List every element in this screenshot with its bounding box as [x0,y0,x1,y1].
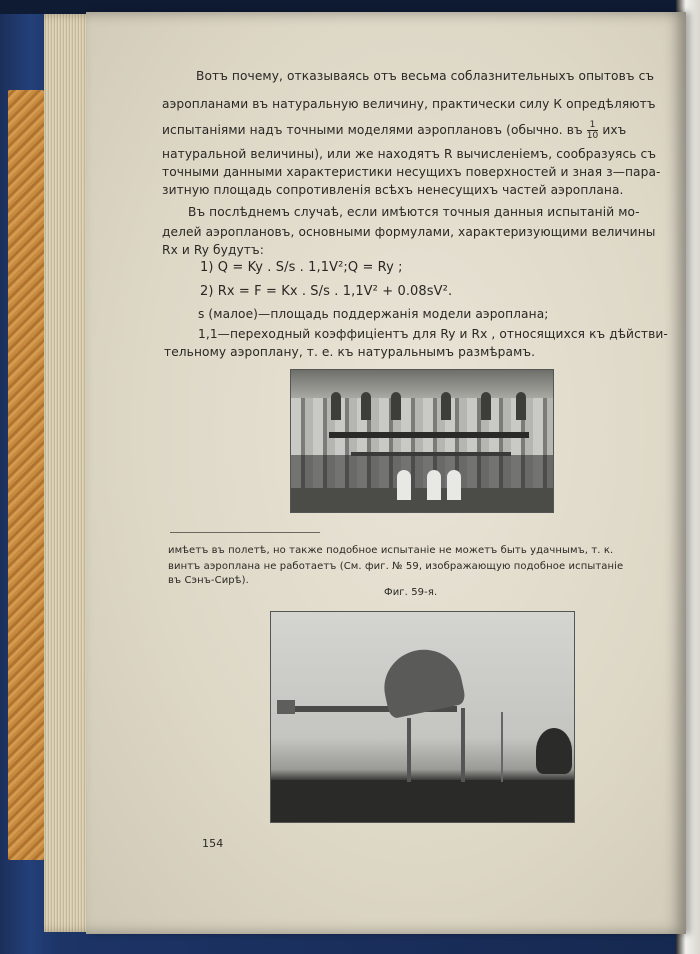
line-3-after: ихъ [602,123,627,137]
footnote-line-3: въ Сэнъ-Сирѣ). [168,575,249,586]
monoplane-tail [277,700,295,714]
mast-pole [501,712,503,782]
footnote-line-1: имѣетъ въ полетѣ, но также подобное испытаніе не можетъ быть удачнымъ, т. к. [168,545,614,556]
fraction [587,120,599,141]
line-3-before: испытаніями надъ точными моделями аэроплановъ (обычно. въ [162,123,583,137]
paragraph-2-line-2: делей аэроплановъ, основными формулами, характеризующими величины [162,225,656,239]
paragraph-1-line-6: зитную площадь сопротивленія всѣхъ ненесущихъ частей аэроплана. [162,183,624,197]
leather-spine [8,90,44,860]
test-tower [407,718,411,782]
person-figure [447,470,461,500]
biplane-lower-wing [351,452,511,456]
formula-2: 2) Rx = F = Kx . S/s . 1,1V² + 0.08sV². [200,284,453,299]
tree [536,728,572,774]
definition-3: тельному аэроплану, т. е. къ натуральнымъ размѣрамъ. [164,345,536,359]
paragraph-2-line-1: Въ послѣднемъ случаѣ, если имѣются точныя данныя испытаній мо- [188,205,640,219]
paragraph-1-line-4: натуральной величины), или же находятъ R вычисленіемъ, сообразуясь съ [162,147,657,161]
window-arch [441,392,451,420]
figure-caption: Фиг. 59-я. [384,587,438,598]
paragraph-1-line-1: Вотъ почему, отказываясь отъ весьма соблазнительныхъ опытовъ съ [196,69,655,83]
fraction-denominator: 10 [586,131,599,141]
hangar-photo [290,369,554,513]
person-figure [427,470,441,500]
building-roof [291,370,553,398]
field-ground [271,780,574,822]
definition-1: s (малое)—площадь поддержанія модели аэроплана; [198,307,549,321]
paragraph-1-line-5: точными данными характеристики несущихъ поверхностей и зная з—пара- [162,165,661,179]
window-arch [331,392,341,420]
footnote-line-2: винтъ аэроплана не работаетъ (См. фиг. № 59, изображающую подобное испытаніе [168,561,624,572]
paragraph-2-line-3: Rx и Ry будутъ: [162,243,264,257]
fraction-numerator: 1 [587,120,599,131]
footnote-rule [170,532,320,533]
definition-2: 1,1—переходный коэффиціентъ для Ry и Rx , относящихся къ дѣйстви- [198,327,668,341]
window-arch [391,392,401,420]
paragraph-1-line-2: аэропланами въ натуральную величину, практически силу К опредѣляютъ [162,97,656,111]
biplane-upper-wing [329,432,529,438]
paragraph-1-line-3 [162,120,626,141]
window-arch [516,392,526,420]
page-number: 154 [202,837,224,850]
courtyard-ground [291,488,553,512]
formula-1: 1) Q = Ky . S/s . 1,1V²;Q = Ry ; [200,260,403,275]
window-arch [361,392,371,420]
window-arch [481,392,491,420]
test-tower [461,708,465,782]
person-figure [397,470,411,500]
monoplane-photo [270,611,575,823]
